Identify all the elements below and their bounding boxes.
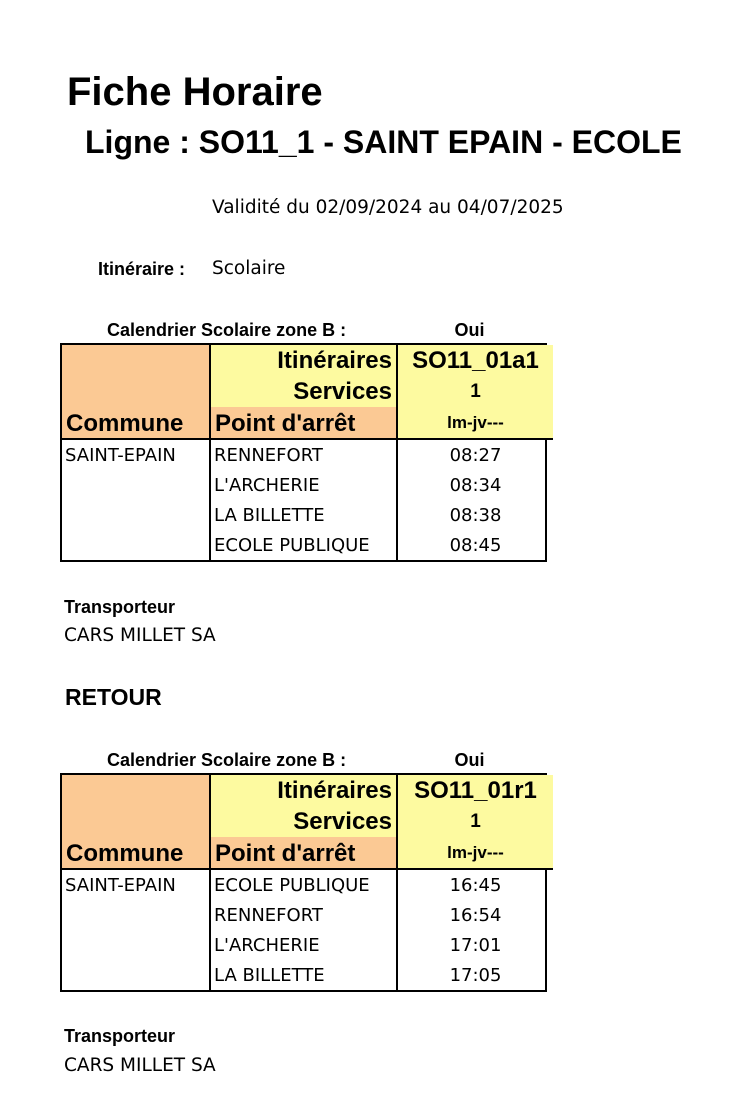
- itinerary-value: Scolaire: [212, 258, 286, 279]
- commune-cell: [62, 930, 210, 960]
- itineraires-label: Itinéraires: [210, 775, 397, 806]
- carrier-value: CARS MILLET SA: [64, 625, 216, 646]
- calendar-label: Calendrier Scolaire zone B :: [107, 320, 347, 340]
- service-number: 1: [397, 806, 553, 837]
- table-row: [62, 470, 553, 500]
- services-label: Services: [210, 806, 397, 837]
- time-cell: 08:27: [449, 444, 502, 466]
- commune-cell: [62, 960, 210, 990]
- carrier-label: Transporteur: [64, 597, 176, 617]
- stop-cell: RENNEFORT: [210, 900, 397, 930]
- commune-header-cell: [62, 345, 210, 376]
- commune-cell: [62, 470, 210, 500]
- stop-cell: ECOLE PUBLIQUE: [210, 530, 397, 560]
- itinerary-label: Itinéraire :: [98, 259, 186, 279]
- table-row: [62, 960, 553, 990]
- table-row: [62, 869, 553, 900]
- point-label: Point d'arrêt: [210, 407, 397, 439]
- days-label: lm-jv---: [397, 407, 553, 439]
- commune-label: Commune: [62, 407, 210, 439]
- time-cell: 17:01: [449, 934, 502, 956]
- calendar-value: Oui: [454, 750, 485, 770]
- table-row: [62, 439, 553, 470]
- itineraires-label: Itinéraires: [210, 345, 397, 376]
- commune-cell: [62, 900, 210, 930]
- line-label: Ligne : SO11_1 - SAINT EPAIN - ECOLE: [85, 124, 682, 160]
- stop-cell: L'ARCHERIE: [210, 930, 397, 960]
- point-label: Point d'arrêt: [210, 837, 397, 869]
- stop-cell: L'ARCHERIE: [210, 470, 397, 500]
- commune-header-cell: [62, 775, 210, 806]
- time-cell: 17:05: [449, 964, 502, 986]
- table-row: [62, 500, 553, 530]
- stop-cell: ECOLE PUBLIQUE: [210, 869, 397, 900]
- days-label: lm-jv---: [397, 837, 553, 869]
- stop-cell: LA BILLETTE: [210, 960, 397, 990]
- table-row: [62, 530, 553, 560]
- page-title: Fiche Horaire: [67, 70, 323, 114]
- retour-title: RETOUR: [65, 684, 162, 710]
- timetable-retour: [60, 773, 547, 992]
- carrier-value: CARS MILLET SA: [64, 1055, 216, 1076]
- itineraire-code: SO11_01r1: [397, 775, 553, 806]
- calendar-value: Oui: [454, 320, 485, 340]
- time-cell: 16:45: [449, 874, 502, 896]
- commune-cell: [62, 530, 210, 560]
- itineraire-code: SO11_01a1: [397, 345, 553, 376]
- time-cell: 08:38: [449, 504, 502, 526]
- time-cell: 08:34: [449, 474, 502, 496]
- carrier-label: Transporteur: [64, 1026, 176, 1046]
- services-label: Services: [210, 376, 397, 407]
- service-number: 1: [397, 376, 553, 407]
- table-row: [62, 930, 553, 960]
- validity-text: Validité du 02/09/2024 au 04/07/2025: [212, 197, 564, 218]
- stop-cell: RENNEFORT: [210, 439, 397, 470]
- table-row: [62, 900, 553, 930]
- time-cell: 16:54: [449, 904, 502, 926]
- commune-cell: SAINT-EPAIN: [62, 439, 210, 470]
- stop-cell: LA BILLETTE: [210, 500, 397, 530]
- commune-cell: SAINT-EPAIN: [62, 869, 210, 900]
- commune-cell: [62, 500, 210, 530]
- calendar-label: Calendrier Scolaire zone B :: [107, 750, 347, 770]
- time-cell: 08:45: [449, 534, 502, 556]
- commune-label: Commune: [62, 837, 210, 869]
- timetable-aller: [60, 343, 547, 562]
